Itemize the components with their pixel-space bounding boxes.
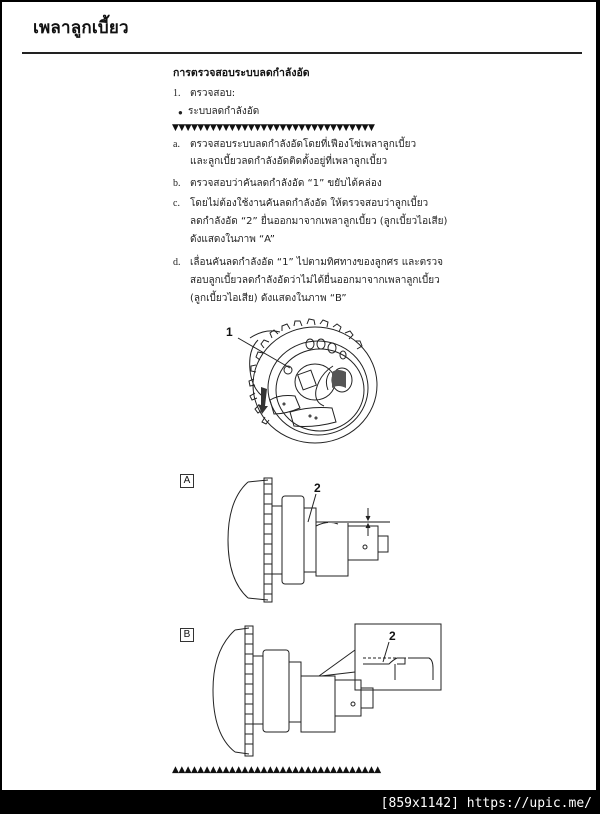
item-a-marker: a.: [173, 139, 180, 150]
item-b-line-1: ตรวจสอบว่าคันลดกำลังอัด “1” ขยับได้คล่อง: [190, 178, 382, 189]
bullet-label: ระบบลดกำลังอัด: [188, 106, 260, 117]
header-rule: [22, 52, 582, 54]
start-triangles-divider: ▼▼▼▼▼▼▼▼▼▼▼▼▼▼▼▼▼▼▼▼▼▼▼▼▼▼▼▼▼▼▼▼: [172, 123, 375, 133]
step-number: 1.: [173, 88, 181, 99]
item-c-line-2: ลดกำลังอัด “2” ยื่นออกมาจากเพลาลูกเบี้ยว (ลูกเบี้ยวไอเสีย): [190, 216, 448, 227]
item-a-line-2: และลูกเบี้ยวลดกำลังอัดติดตั้งอยู่ที่เพลาลูกเบี้ยว: [190, 156, 388, 167]
item-c-marker: c.: [173, 198, 180, 209]
item-c-line-3: ดังแสดงในภาพ “A”: [190, 234, 275, 245]
item-d-line-3: (ลูกเบี้ยวไอเสีย) ดังแสดงในภาพ “B”: [190, 293, 347, 304]
step-label: ตรวจสอบ:: [190, 88, 236, 99]
callout-2-a: 2: [314, 481, 321, 495]
callout-2-b: 2: [389, 629, 396, 643]
item-d-line-2: สอบลูกเบี้ยวลดกำลังอัดว่าไม่ได้ยื่นออกมาจากเพลาลูกเบี้ยว: [190, 275, 440, 286]
item-b-marker: b.: [173, 178, 181, 189]
item-c-line-1: โดยไม่ต้องใช้งานคันลดกำลังอัด ให้ตรวจสอบว่าลูกเบี้ยว: [190, 198, 429, 209]
callout-1: 1: [226, 325, 233, 339]
figure-b-label: B: [180, 628, 194, 642]
end-triangles-divider: ▲▲▲▲▲▲▲▲▲▲▲▲▲▲▲▲▲▲▲▲▲▲▲▲▲▲▲▲▲▲▲▲▲: [172, 765, 381, 775]
watermark-text: [859x1142] https://upic.me/: [380, 796, 592, 811]
section-title: การตรวจสอบระบบลดกำลังอัด: [173, 67, 310, 79]
item-a-line-1: ตรวจสอบระบบลดกำลังอัดโดยที่เฟืองโซ่เพลาลูกเบี้ยว: [190, 139, 417, 150]
camshaft-figure-b: [205, 620, 445, 760]
figure-a-label: A: [180, 474, 194, 488]
decompression-gear-illustration: [220, 310, 380, 450]
item-d-line-1: เลื่อนคันลดกำลังอัด “1” ไปตามทิศทางของลูกศร และตรวจ: [190, 257, 443, 268]
item-d-marker: d.: [173, 257, 181, 268]
bullet-icon: ●: [178, 108, 183, 117]
camshaft-figure-a: [220, 470, 390, 610]
page-title: เพลาลูกเบี้ยว: [33, 18, 129, 38]
